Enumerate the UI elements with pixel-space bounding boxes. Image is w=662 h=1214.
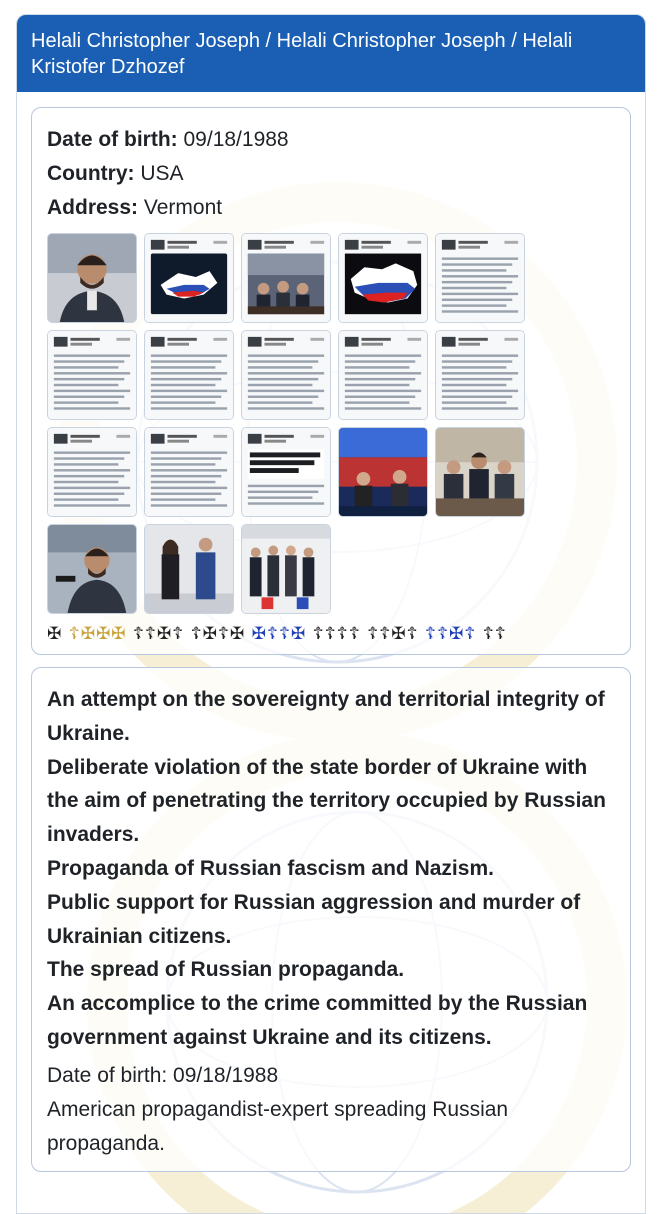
evidence-gallery (47, 233, 615, 614)
evidence-thumbnail[interactable] (241, 524, 331, 614)
thumbnail-image (436, 234, 524, 322)
dob-value: 09/18/1988 (183, 128, 289, 151)
thumbnail-image (242, 331, 330, 419)
summary-dob: Date of birth: 09/18/1988 (47, 1063, 279, 1087)
record-content (17, 92, 645, 1172)
summary-description: American propagandist-expert spreading Russian propaganda. (47, 1097, 509, 1155)
profile-card (31, 107, 631, 655)
evidence-thumbnail[interactable] (338, 233, 428, 323)
glyph-group-6: ☦☦✠☦ (424, 624, 477, 644)
evidence-thumbnail[interactable] (435, 330, 525, 420)
thumbnail-image (145, 331, 233, 419)
evidence-thumbnail[interactable] (47, 330, 137, 420)
evidence-thumbnail[interactable] (435, 427, 525, 517)
thumbnail-image (339, 331, 427, 419)
glyph-group-7: ☦☦ (476, 624, 507, 644)
thumbnail-image (48, 428, 136, 516)
charges-card (31, 667, 631, 1172)
glyph-group-1: ✠ (47, 624, 69, 644)
address-field (47, 191, 615, 225)
evidence-thumbnail[interactable] (241, 427, 331, 517)
evidence-thumbnail[interactable] (144, 524, 234, 614)
charge-item: Public support for Russian aggression and murder of Ukrainian citizens. (47, 890, 581, 948)
thumbnail-image (436, 331, 524, 419)
thumbnail-image (48, 331, 136, 419)
address-label: Address: (47, 196, 139, 219)
country-field (47, 157, 615, 191)
thumbnail-image (145, 234, 233, 322)
country-label: Country: (47, 162, 135, 185)
thumbnail-image (48, 525, 136, 613)
evidence-thumbnail[interactable] (435, 233, 525, 323)
evidence-thumbnail[interactable] (144, 330, 234, 420)
address-value: Vermont (143, 196, 223, 219)
evidence-thumbnail[interactable] (47, 233, 137, 323)
charge-item: Deliberate violation of the state border of Ukraine with the aim of penetrating the territory occupied by Russian invaders. (47, 755, 606, 847)
evidence-thumbnail[interactable] (47, 524, 137, 614)
summary-note (47, 1059, 615, 1161)
thumbnail-image (339, 234, 427, 322)
evidence-thumbnail[interactable] (241, 233, 331, 323)
thumbnail-image (48, 234, 136, 322)
cross-glyph-row (47, 624, 615, 644)
country-value: USA (140, 162, 184, 185)
thumbnail-image (242, 428, 330, 516)
glyph-group-3: ☦☦✠☦ ☦✠☦✠ (126, 624, 252, 644)
evidence-thumbnail[interactable] (338, 330, 428, 420)
thumbnail-image (242, 525, 330, 613)
thumbnail-image (145, 525, 233, 613)
charge-item: An attempt on the sovereignty and territorial integrity of Ukraine. (47, 688, 605, 745)
charge-item: An accomplice to the crime committed by the Russian government against Ukraine and its citizens. (47, 992, 588, 1049)
evidence-thumbnail[interactable] (144, 233, 234, 323)
dob-label: Date of birth: (47, 128, 178, 151)
thumbnail-image (436, 428, 524, 516)
glyph-group-2: ☦✠✠✠ (68, 624, 127, 644)
thumbnail-image (339, 428, 427, 516)
charge-item: The spread of Russian propaganda. (47, 958, 405, 982)
charges-list (47, 683, 615, 1055)
dob-field (47, 123, 615, 157)
evidence-thumbnail[interactable] (144, 427, 234, 517)
evidence-thumbnail[interactable] (47, 427, 137, 517)
record-frame (16, 14, 646, 1214)
thumbnail-image (145, 428, 233, 516)
glyph-group-4: ✠☦☦✠ (251, 624, 307, 644)
evidence-thumbnail[interactable] (338, 427, 428, 517)
charge-item: Propaganda of Russian fascism and Nazism. (47, 856, 494, 880)
thumbnail-image (242, 234, 330, 322)
record-title: Helali Christopher Joseph / Helali Christopher Joseph / Helali Kristofer Dzhozef (17, 15, 645, 92)
evidence-thumbnail[interactable] (241, 330, 331, 420)
glyph-group-5: ☦☦☦☦ ☦☦✠☦ (306, 624, 425, 644)
